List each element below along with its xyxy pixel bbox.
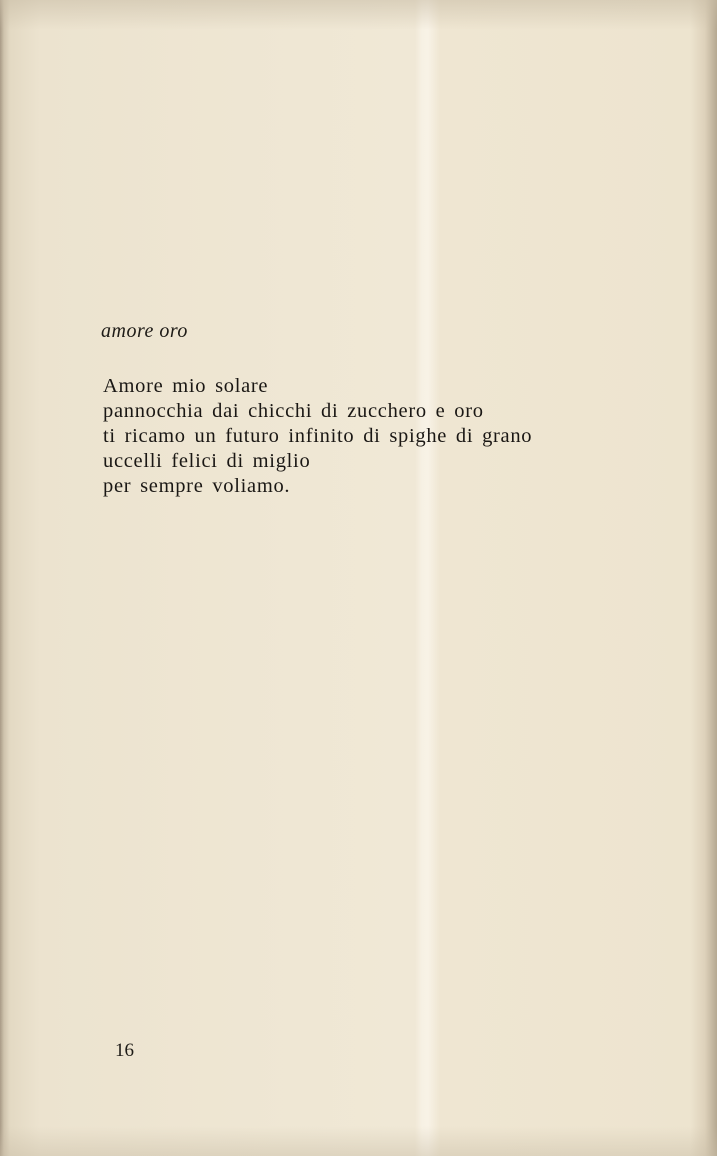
page-top-shadow [0, 0, 717, 30]
poem-line-1: Amore mio solare [103, 375, 269, 397]
poem-stanza [103, 374, 532, 499]
poem-line-2: pannocchia dai chicchi di zucchero e oro [103, 400, 484, 422]
page-bottom-shadow [0, 1126, 717, 1156]
poem-line-4: uccelli felici di miglio [103, 450, 311, 472]
poem-line-5: per sempre voliamo. [103, 475, 291, 497]
page-number: 16 [115, 1040, 134, 1061]
poem-line-3: ti ricamo un futuro infinito di spighe di grano [103, 425, 533, 447]
poem-title: amore oro [101, 320, 188, 342]
